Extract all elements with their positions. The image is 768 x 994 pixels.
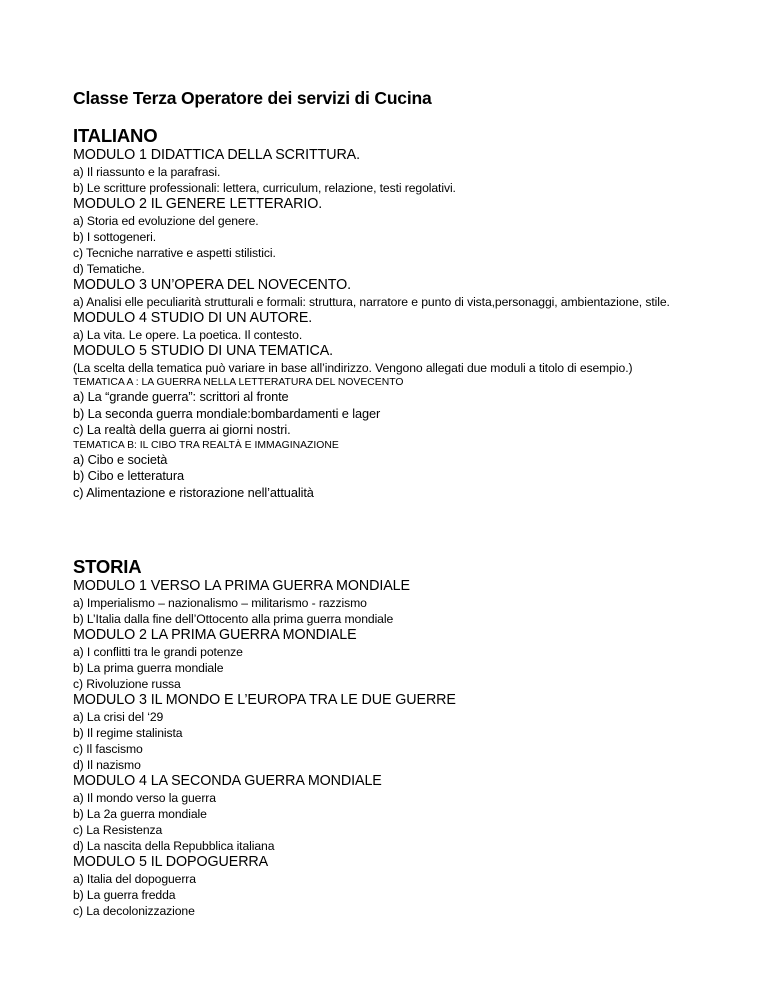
list-item: b) Le scritture professionali: lettera, curriculum, relazione, testi regolativi. (73, 181, 456, 195)
module-title: MODULO 4 LA SECONDA GUERRA MONDIALE (73, 773, 382, 789)
module-storia-3 (73, 692, 713, 773)
list-item: a) Cibo e società (73, 451, 168, 467)
module-title: MODULO 1 DIDATTICA DELLA SCRITTURA. (73, 147, 360, 163)
list-item: c) Alimentazione e ristorazione nell’attualità (73, 484, 314, 500)
document-title: Classe Terza Operatore dei servizi di Cucina (73, 88, 432, 108)
module-storia-4 (73, 773, 713, 854)
list-item: a) Il riassunto e la parafrasi. (73, 165, 221, 179)
list-item: b) Il regime stalinista (73, 726, 183, 740)
list-item: a) Imperialismo – nazionalismo – militarismo - razzismo (73, 596, 367, 610)
module-storia-5 (73, 854, 713, 919)
list-item: d) Tematiche. (73, 262, 145, 276)
list-item: a) Analisi elle peculiarità strutturali e formali: struttura, narratore e punto di vista,personaggi, ambientazione, stile. (73, 295, 670, 309)
list-item: a) La “grande guerra”: scrittori al fronte (73, 389, 289, 404)
list-item: c) Il fascismo (73, 742, 143, 756)
module-italiano-3 (73, 277, 713, 310)
section-storia (73, 556, 713, 919)
list-item: c) La Resistenza (73, 823, 163, 837)
theme-title-a: TEMATICA A : LA GUERRA NELLA LETTERATURA DEL NOVECENTO (73, 377, 404, 388)
module-storia-1 (73, 578, 713, 627)
list-item: d) Il nazismo (73, 758, 141, 772)
list-item: c) La decolonizzazione (73, 904, 195, 918)
list-item: d) La nascita della Repubblica italiana (73, 839, 275, 853)
list-item: a) Italia del dopoguerra (73, 872, 196, 886)
module-title: MODULO 2 LA PRIMA GUERRA MONDIALE (73, 627, 357, 643)
subject-heading-italiano: ITALIANO (73, 125, 158, 146)
module-title: MODULO 1 VERSO LA PRIMA GUERRA MONDIALE (73, 578, 410, 594)
list-item: b) L’Italia dalla fine dell’Ottocento alla prima guerra mondiale (73, 612, 394, 626)
section-italiano (73, 125, 713, 501)
list-item: b) I sottogeneri. (73, 230, 156, 244)
theme-title-b: TEMATICA B: IL CIBO TRA REALTÀ E IMMAGINAZIONE (73, 439, 339, 451)
module-title: MODULO 5 STUDIO DI UNA TEMATICA. (73, 343, 334, 359)
module-title: MODULO 3 UN’OPERA DEL NOVECENTO. (73, 277, 352, 293)
module-note: (La scelta della tematica può variare in base all’indirizzo. Vengono allegati due moduli a titolo di esempio.) (73, 361, 633, 375)
list-item: c) Tecniche narrative e aspetti stilistici. (73, 246, 276, 260)
list-item: a) Storia ed evoluzione del genere. (73, 214, 259, 228)
module-title: MODULO 5 IL DOPOGUERRA (73, 854, 269, 870)
module-italiano-5 (73, 343, 713, 501)
list-item: b) Cibo e letteratura (73, 468, 184, 483)
list-item: b) La prima guerra mondiale (73, 661, 224, 675)
module-title: MODULO 3 IL MONDO E L’EUROPA TRA LE DUE GUERRE (73, 692, 456, 708)
list-item: c) Rivoluzione russa (73, 677, 181, 691)
list-item: a) La crisi del ‘29 (73, 710, 164, 724)
list-item: a) I conflitti tra le grandi potenze (73, 645, 243, 659)
module-title: MODULO 4 STUDIO DI UN AUTORE. (73, 310, 313, 326)
module-storia-2 (73, 627, 713, 692)
subject-heading-storia: STORIA (73, 556, 142, 577)
module-italiano-1 (73, 147, 713, 196)
list-item: a) La vita. Le opere. La poetica. Il contesto. (73, 328, 303, 342)
list-item: b) La guerra fredda (73, 888, 176, 902)
module-italiano-4 (73, 310, 713, 343)
module-title: MODULO 2 IL GENERE LETTERARIO. (73, 196, 323, 212)
list-item: c) La realtà della guerra ai giorni nostri. (73, 422, 291, 437)
module-italiano-2 (73, 196, 713, 277)
list-item: b) La seconda guerra mondiale:bombardamenti e lager (73, 405, 381, 421)
list-item: a) Il mondo verso la guerra (73, 791, 216, 805)
list-item: b) La 2a guerra mondiale (73, 807, 207, 821)
